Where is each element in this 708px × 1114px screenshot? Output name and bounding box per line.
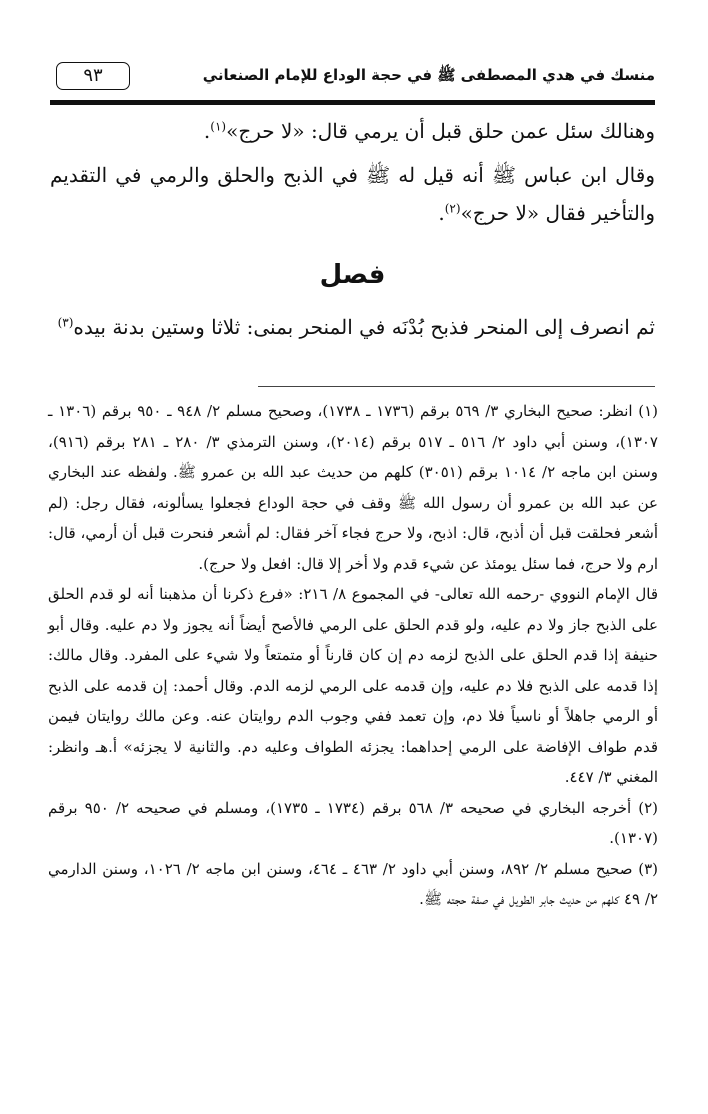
header-rule [50,100,655,105]
footnote-3: (٣) صحيح مسلم ٢/ ٨٩٢، وسنن أبي داود ٢/ ٤٦٣ ـ ٤٦٤، وسنن ابن ماجه ٢/ ١٠٢٦، وسنن الدارمي ٢/ ٤٩ كلهم من حديث جابر الطويل في صفة حجته ﷺ. [48,859,658,908]
text-paragraph-3 [50,308,655,346]
para3-text: ثم انصرف إلى المنحر فذبح بُدْنَه في المنحر بمنى: ثلاثا وستين بدنة بيده [73,315,655,339]
footnote-ref-2: (٢) [444,201,461,216]
line1-end: . [203,119,211,143]
footnote-1-continued: قال الإمام النووي -رحمه الله تعالى- في المجموع ٨/ ٢١٦: «فرع ذكرنا أن مذهبنا أنه لو قدم الحلق على الذبح جاز ولا دم عليه، ولو قدم الحلق على الرمي فالأصح أيضاً أنه يجوز ولا دم عليه. وقال أبو حنيفة إذا قدم الحلق على الذبح لزمه دم إن كان قارناً أو متمتعاً ولا شيء على المفرد. وقال مالك: إذا قدمه على الذبح فلا دم عليه، وإن قدمه على الرمي لزمه الدم. وقال أحمد: إن قدمه على الذبح أو الرمي جاهلاً أو ناسياً فلا دم، وإن تعمد ففي وجوب الدم روايتان عنه. وعن مالك روايتان فيمن قدم طواف الإفاضة على الرمي إحداهما: يجزئه الطواف وعليه دم. والثانية لا يجزئه» أ.هـ وانظر: المغني ٣/ ٤٤٧. [48,585,659,786]
main-text [50,112,655,346]
para2-end: . [438,201,445,225]
footnote-separator [258,386,655,387]
footnote-1: (١) انظر: صحيح البخاري ٣/ ٥٦٩ برقم (١٧٣٦ ـ ١٧٣٨)، وصحيح مسلم ٢/ ٩٤٨ ـ ٩٥٠ برقم (١٣٠٦ ـ ١٣٠٧)، وسنن أبي داود ٢/ ٥١٦ ـ ٥١٧ برقم (٢٠١٤)، وسنن الترمذي ٣/ ٢٨٠ ـ ٢٨١ برقم (٩١٦)، وسنن ابن ماجه ٢/ ١٠١٤ برقم (٣٠٥١) كلهم من حديث عبد الله بن عمرو ﷺ. ولفظه عند البخاري عن عبد الله بن عمرو أن رسول الله ﷺ وقف في حجة الوداع فجعلوا يسألونه، فقال رجل: (لم أشعر فحلقت قبل أن أذبح، قال: اذبح، ولا حرج فجاء آخر فقال: لم أشعر فنحرت قبل أن أرمي، قال: ارم ولا حرج، فما سئل يومئذ عن شيء قدم ولا أخر إلا قال: افعل ولا حرج). [48,402,659,573]
footnote-ref-1: (١) [210,119,227,134]
text-paragraph-2 [50,156,655,232]
footnotes [48,396,658,915]
para2-text: وقال ابن عباس ﷺ أنه قيل له ﷺ في الذبح والحلق والرمي في التقديم والتأخير فقال «لا حرج» [50,163,655,225]
footnote-2: (٢) أخرجه البخاري في صحيحه ٣/ ٥٦٨ برقم (١٧٣٤ ـ ١٧٣٥)، ومسلم في صحيحه ٢/ ٩٥٠ برقم (١٣٠٧). [48,798,659,847]
text-line-1 [50,112,655,150]
footnote-ref-3: (٣) [57,315,74,330]
line1-text: وهنالك سئل عمن حلق قبل أن يرمي قال: «لا حرج» [226,119,655,143]
running-title: منسك في هدي المصطفى ﷺ في حجة الوداع للإمام الصنعاني [202,66,655,84]
page-header [50,60,655,100]
page-number: ٩٣ [56,62,130,90]
section-heading: فصل [319,260,386,290]
